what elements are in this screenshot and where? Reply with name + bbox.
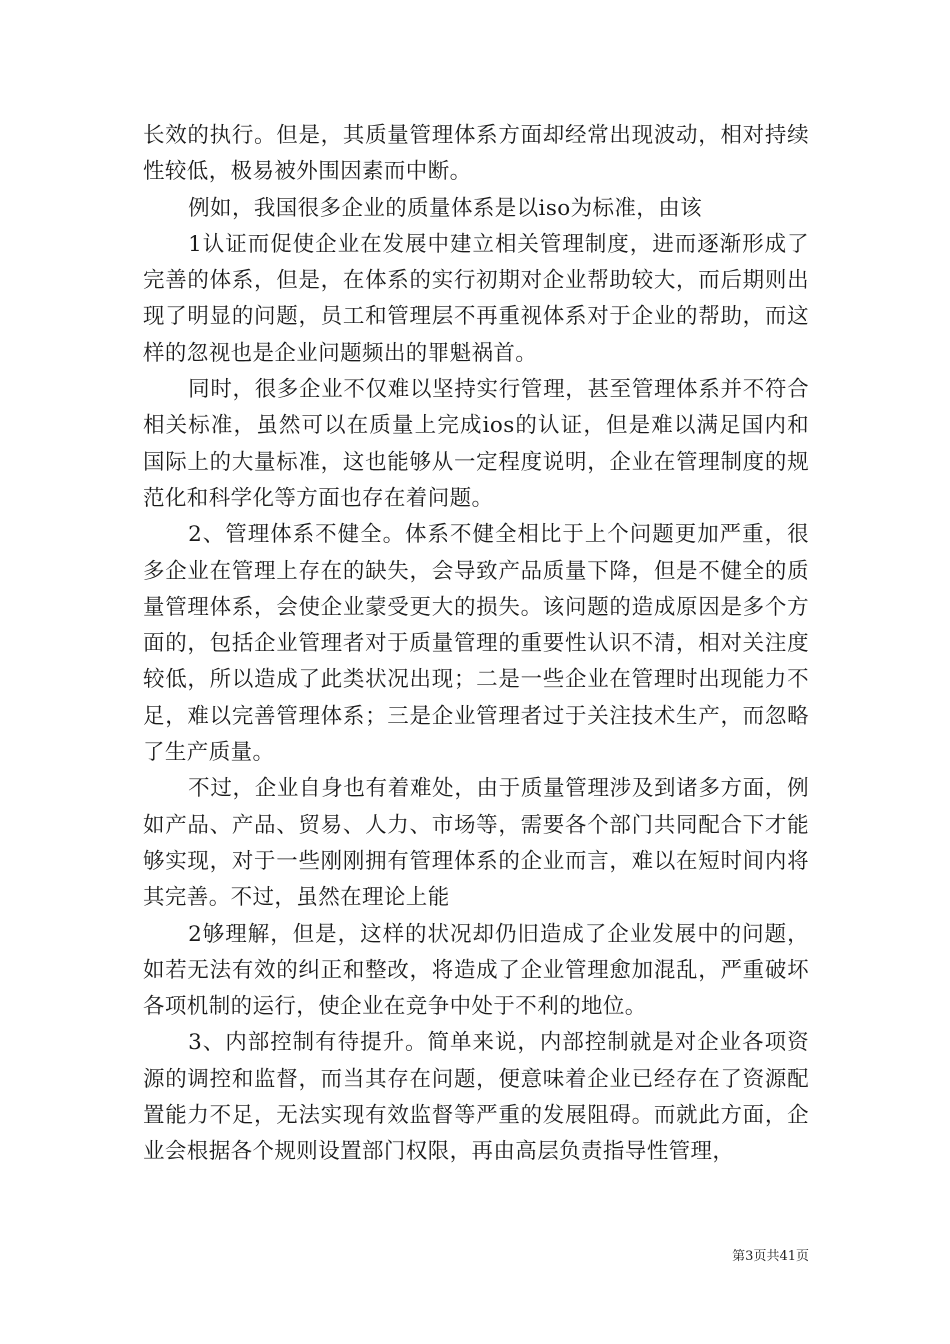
paragraph-6: 不过，企业自身也有着难处，由于质量管理涉及到诸多方面，例如产品、产品、贸易、人力、市场等，需要各个部门共同配合下才能够实现，对于一些刚刚拥有管理体系的企业而言，难以在短时间内将其完善。不过，虽然在理论上能 bbox=[143, 776, 809, 911]
paragraph-5: 2、管理体系不健全。体系不健全相比于上个问题更加严重，很多企业在管理上存在的缺失，会导致产品质量下降，但是不健全的质量管理体系，会使企业蒙受更大的损失。该问题的造成原因是多个方面的，包括企业管理者对于质量管理的重要性认识不清，相对关注度较低，所以造成了此类状况出现；二是一些企业在管理时出现能力不足，难以完善管理体系；三是企业管理者过于关注技术生产，而忽略了生产质量。 bbox=[143, 522, 809, 766]
paragraph-1: 长效的执行。但是，其质量管理体系方面却经常出现波动，相对持续性较低，极易被外围因素而中断。 bbox=[143, 123, 809, 185]
paragraph-7: 2够理解，但是，这样的状况却仍旧造成了企业发展中的问题，如若无法有效的纠正和整改，将造成了企业管理愈加混乱，严重破坏各项机制的运行，使企业在竞争中处于不利的地位。 bbox=[143, 921, 809, 1020]
paragraph-4: 同时，很多企业不仅难以坚持实行管理，甚至管理体系并不符合相关标准，虽然可以在质量上完成ios的认证，但是难以满足国内和国际上的大量标准，这也能够从一定程度说明，企业在管理制度的规范化和科学化等方面也存在着问题。 bbox=[143, 377, 809, 511]
paragraph-8: 3、内部控制有待提升。简单来说，内部控制就是对企业各项资源的调控和监督，而当其存在问题，便意味着企业已经存在了资源配置能力不足，无法实现有效监督等严重的发展阻碍。而就此方面，企业会根据各个规则设置部门权限，再由高层负责指导性管理， bbox=[143, 1030, 809, 1165]
paragraph-2: 例如，我国很多企业的质量体系是以iso为标准，由该 bbox=[188, 195, 702, 221]
paragraph-3: 1认证而促使企业在发展中建立相关管理制度，进而逐渐形成了完善的体系，但是，在体系的实行初期对企业帮助较大，而后期则出现了明显的问题，员工和管理层不再重视体系对于企业的帮助，而这样的忽视也是企业问题频出的罪魁祸首。 bbox=[143, 231, 809, 366]
document-body bbox=[143, 118, 809, 1171]
page-number: 第3页共41页 bbox=[732, 1249, 809, 1264]
